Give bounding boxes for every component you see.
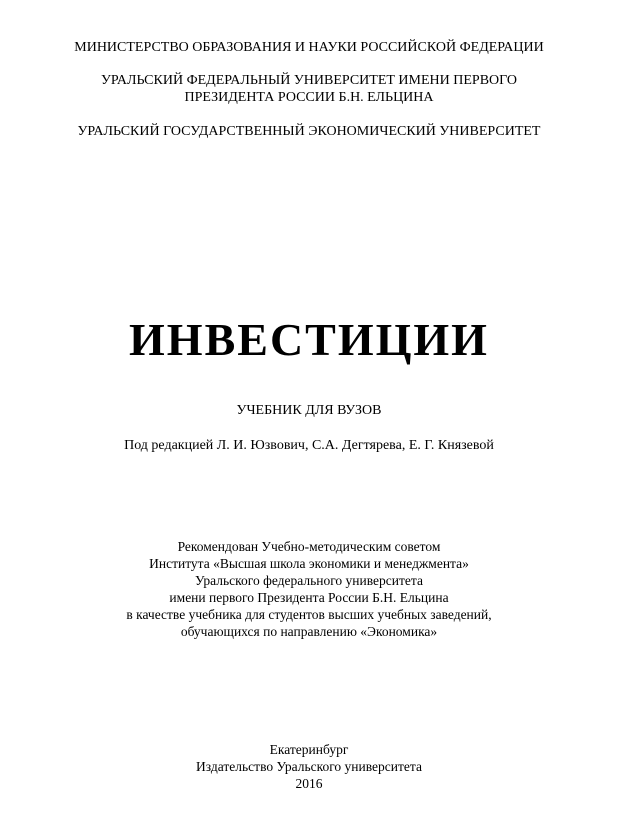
ministry-heading: МИНИСТЕРСТВО ОБРАЗОВАНИЯ И НАУКИ РОССИЙСКОЙ ФЕДЕРАЦИИ	[74, 40, 544, 55]
recommendation-line: Уральского федерального университета	[195, 573, 423, 588]
book-subtitle: УЧЕБНИК ДЛЯ ВУЗОВ	[236, 403, 382, 418]
imprint-city: Екатеринбург	[269, 742, 349, 757]
editors-line: Под редакцией Л. И. Юзвович, С.А. Дегтярева, Е. Г. Князевой	[124, 438, 494, 453]
recommendation-line: имени первого Президента России Б.Н. Ельцина	[169, 590, 449, 605]
university-heading-line-1: УРАЛЬСКИЙ ФЕДЕРАЛЬНЫЙ УНИВЕРСИТЕТ ИМЕНИ ПЕРВОГО	[100, 73, 518, 88]
imprint-publisher: Издательство Уральского университета	[196, 759, 422, 774]
recommendation-line: в качестве учебника для студентов высших учебных заведений,	[126, 607, 492, 622]
recommendation-line: Рекомендован Учебно-методическим советом	[177, 539, 441, 554]
imprint-year: 2016	[295, 776, 323, 791]
recommendation-line: Института «Высшая школа экономики и менеджмента»	[149, 556, 469, 571]
economic-university-heading: УРАЛЬСКИЙ ГОСУДАРСТВЕННЫЙ ЭКОНОМИЧЕСКИЙ УНИВЕРСИТЕТ	[77, 124, 541, 139]
university-heading-line-2: ПРЕЗИДЕНТА РОССИИ Б.Н. ЕЛЬЦИНА	[184, 90, 434, 105]
book-title: ИНВЕСТИЦИИ	[129, 314, 489, 365]
recommendation-line: обучающихся по направлению «Экономика»	[180, 624, 438, 639]
